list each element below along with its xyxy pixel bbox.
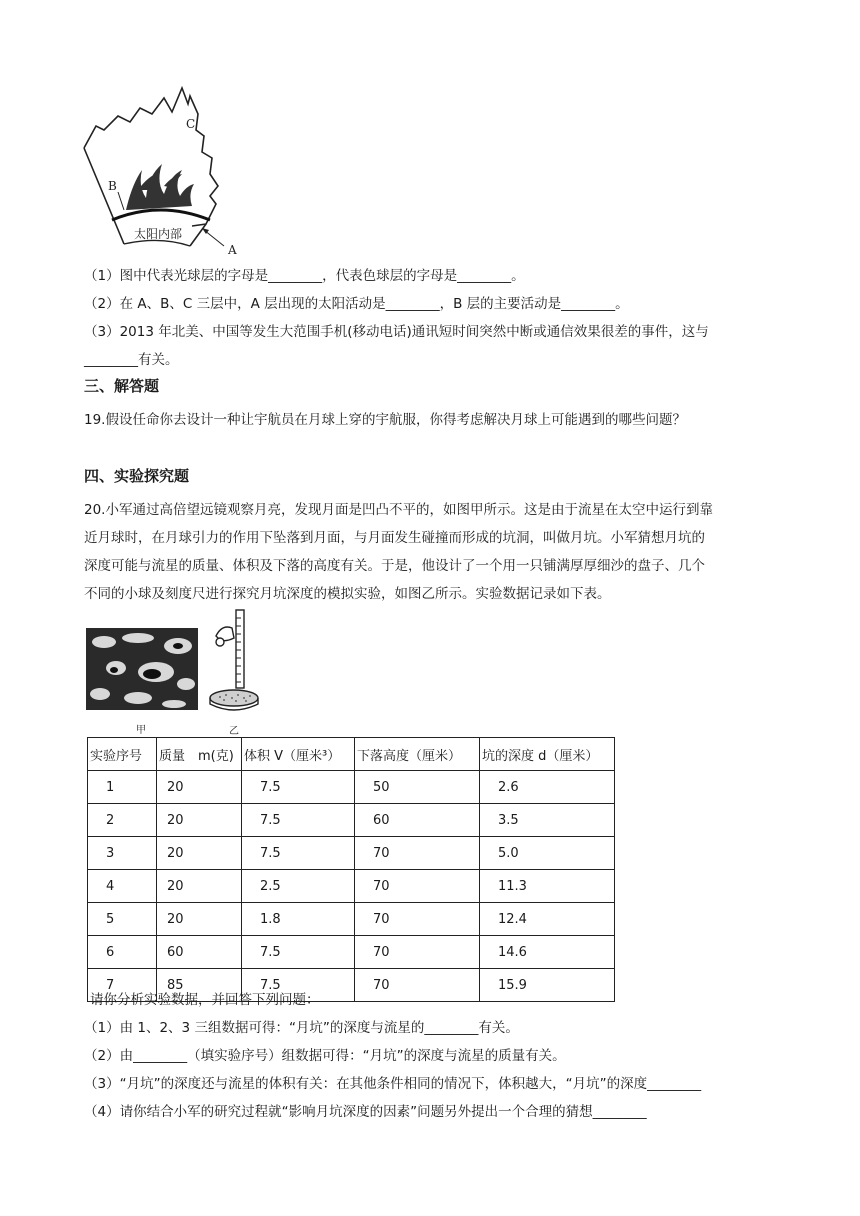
table-cell: 7.5	[242, 936, 355, 969]
q20-intro-line: 不同的小球及刻度尺进行探究月坑深度的模拟实验，如图乙所示。实验数据记录如下表。	[84, 586, 611, 602]
table-cell: 12.4	[480, 903, 615, 936]
table-cell: 70	[355, 903, 480, 936]
table-cell: 7	[88, 969, 157, 1002]
table-cell: 70	[355, 870, 480, 903]
table-row	[88, 837, 615, 870]
table-cell: 6	[88, 936, 157, 969]
table-cell: 20	[157, 903, 242, 936]
q19-text: 19.假设任命你去设计一种让宇航员在月球上穿的宇航服，你得考虑解决月球上可能遇到的哪些问题？	[84, 412, 686, 428]
apparatus-figure	[206, 608, 262, 720]
table-header-cell: 坑的深度 d（厘米）	[480, 738, 615, 771]
table-cell: 60	[157, 936, 242, 969]
q20-question-3: （3）“月坑”的深度还与流星的体积有关：在其他条件相同的情况下，体积越大，“月坑”的深度________	[84, 1076, 702, 1092]
table-cell: 70	[355, 969, 480, 1002]
q20-intro-line: 20.小军通过高倍望远镜观察月亮，发现月面是凹凸不平的，如图甲所示。这是由于流星在太空中运行到靠	[84, 502, 713, 518]
table-row	[88, 771, 615, 804]
table-cell: 20	[157, 837, 242, 870]
table-cell: 1	[88, 771, 157, 804]
table-header-row	[88, 738, 615, 771]
table-cell: 7.5	[242, 771, 355, 804]
table-cell: 5.0	[480, 837, 615, 870]
table-row	[88, 903, 615, 936]
table-row	[88, 804, 615, 837]
q20-question-4: （4）请你结合小军的研究过程就“影响月坑深度的因素”问题另外提出一个合理的猜想________	[84, 1104, 647, 1120]
table-cell: 20	[157, 804, 242, 837]
q18-line-1: （1）图中代表光球层的字母是________，代表色球层的字母是________。	[84, 268, 525, 284]
q20-intro-line: 深度可能与流星的质量、体积及下落的高度有关。于是，他设计了一个用一只铺满厚厚细沙的盘子、几个	[84, 558, 705, 574]
figure-caption-yi: 乙	[229, 726, 239, 737]
section-heading-experiment: 四、实验探究题	[84, 467, 190, 485]
q18-line-2: （2）在 A、B、C 三层中，A 层出现的太阳活动是________，B 层的主要活动是________。	[84, 296, 629, 312]
table-cell: 70	[355, 837, 480, 870]
q20-prompt: 请你分析实验数据，并回答下列问题：	[90, 992, 320, 1008]
table-header-cell: 实验序号	[88, 738, 157, 771]
table-row	[88, 870, 615, 903]
table-cell: 7.5	[242, 837, 355, 870]
table-cell: 15.9	[480, 969, 615, 1002]
table-cell: 70	[355, 936, 480, 969]
table-cell: 2.6	[480, 771, 615, 804]
table-cell: 5	[88, 903, 157, 936]
moon-surface-photo	[86, 628, 198, 710]
table-cell: 60	[355, 804, 480, 837]
label-c: C	[186, 117, 196, 131]
experiment-data-table	[87, 737, 615, 1002]
table-cell: 1.8	[242, 903, 355, 936]
table-row	[88, 936, 615, 969]
table-header-cell: 体积 V（厘米³）	[242, 738, 355, 771]
q20-intro	[84, 496, 774, 608]
q20-question-2: （2）由________（填实验序号）组数据可得：“月坑”的深度与流星的质量有关。	[84, 1048, 566, 1064]
q20-question-1: （1）由 1、2、3 三组数据可得：“月坑”的深度与流星的________有关。	[84, 1020, 519, 1036]
table-cell: 2.5	[242, 870, 355, 903]
label-a: A	[228, 243, 237, 257]
q20-intro-line: 近月球时，在月球引力的作用下坠落到月面，与月面发生碰撞而形成的坑洞，叫做月坑。小军猜想月坑的	[84, 530, 705, 546]
table-cell: 20	[157, 870, 242, 903]
table-cell: 3.5	[480, 804, 615, 837]
flame-texture	[126, 164, 194, 210]
label-b: B	[108, 179, 117, 193]
section-heading-answer: 三、解答题	[84, 377, 160, 395]
table-cell: 7.5	[242, 969, 355, 1002]
q18-line-3: （3）2013 年北美、中国等发生大范围手机(移动电话)通讯短时间突然中断或通信效果很差的事件，这与	[84, 324, 709, 340]
table-cell: 2	[88, 804, 157, 837]
q18-line-4: ________有关。	[84, 352, 179, 368]
table-cell: 7.5	[242, 804, 355, 837]
table-cell: 85	[157, 969, 242, 1002]
table-header-cell: 质量 m(克)	[157, 738, 242, 771]
table-cell: 14.6	[480, 936, 615, 969]
table-cell: 4	[88, 870, 157, 903]
table-cell: 20	[157, 771, 242, 804]
sun-layers-figure	[78, 86, 258, 258]
table-cell: 11.3	[480, 870, 615, 903]
table-cell: 3	[88, 837, 157, 870]
table-cell: 50	[355, 771, 480, 804]
sun-interior-label: 太阳内部	[134, 227, 183, 241]
figure-caption-jia: 甲	[136, 725, 146, 736]
table-header-cell: 下落高度（厘米）	[355, 738, 480, 771]
